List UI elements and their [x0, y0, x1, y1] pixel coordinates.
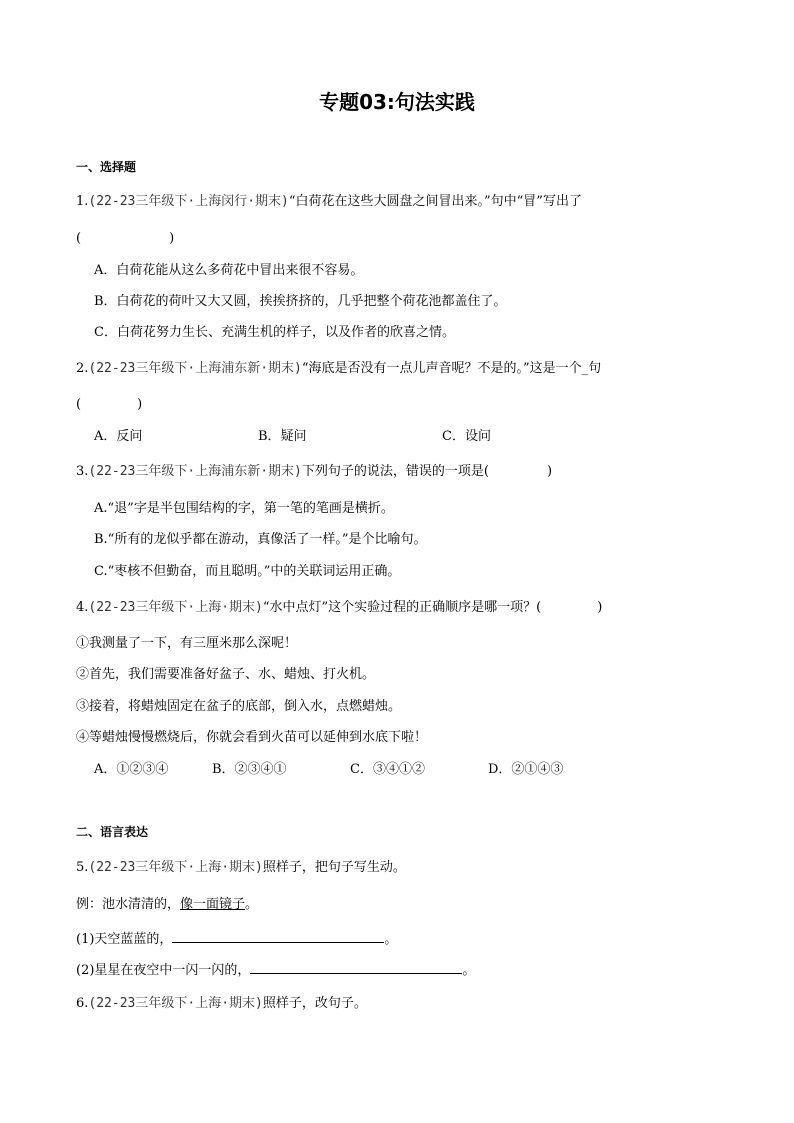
option-d: D．②①④③ — [488, 762, 564, 777]
sub-question-2: (2)星星在夜空中一闪一闪的， 。 — [76, 959, 475, 980]
question-source: (22-23三年级下·上海闵行·期末) — [88, 194, 289, 209]
answer-parentheses: ( ) — [76, 397, 143, 412]
step-1: ①我测量了一下，有三厘米那么深呢！ — [76, 636, 298, 651]
option-c: C.“枣核不但勤奋，而且聪明。”中的关联词运用正确。 — [94, 564, 401, 579]
step-2: ②首先，我们需要准备好盆子、水、蜡烛、打火机。 — [76, 667, 376, 682]
example-underlined: 像一面镜子 — [180, 897, 246, 912]
question-3: 3.(22-23三年级下·上海浦东新·期末)下列句子的说法，错误的一项是( ) — [76, 464, 553, 479]
question-number: 5. — [76, 860, 89, 875]
question-number: 6. — [76, 996, 89, 1011]
option-c: C．设问 — [442, 429, 491, 444]
question-source: (22-23三年级下·上海·期末) — [88, 600, 263, 615]
section-heading-choice: 一、选择题 — [76, 160, 137, 174]
answer-blank[interactable] — [250, 959, 462, 974]
option-a: A．①②③④ — [94, 762, 169, 777]
option-b: B.“所有的龙似乎都在游动，真像活了一样。”是个比喻句。 — [94, 532, 427, 547]
option-c: C．③④①② — [350, 762, 425, 777]
example-sentence: 例：池水清清的，像一面镜子。 — [76, 897, 259, 912]
question-source: (22-23三年级下·上海浦东新·期末) — [88, 464, 302, 479]
sub-question-1: (1)天空蓝蓝的， 。 — [76, 928, 397, 949]
option-a: A．反问 — [94, 429, 143, 444]
section-heading-expression: 二、语言表达 — [76, 825, 149, 839]
question-2 — [76, 360, 601, 378]
option-a: A．白荷花能从这么多荷花中冒出来很不容易。 — [94, 263, 364, 278]
question-number: 2. — [76, 361, 89, 376]
option-b: B．②③④① — [212, 762, 287, 777]
question-4: 4.(22-23三年级下·上海·期末)“水中点灯”这个实验过程的正确顺序是哪一项？( ) — [76, 600, 603, 615]
option-b: B．白荷花的荷叶又大又圆，挨挨挤挤的，几乎把整个荷花池都盖住了。 — [94, 294, 507, 309]
question-text: 照样子，改句子。 — [262, 996, 367, 1011]
question-source: (22-23三年级下·上海·期末) — [88, 996, 263, 1011]
question-text: “海底是否没有一点儿声音呢？不是的。”这是一个_句 — [301, 361, 602, 376]
question-text: “白荷花在这些大圆盘之间冒出来。”句中“冒”写出了 — [288, 194, 582, 209]
step-3: ③接着，将蜡烛固定在盆子的底部，倒入水，点燃蜡烛。 — [76, 699, 402, 714]
question-number: 1. — [76, 194, 89, 209]
option-c: C．白荷花努力生长、充满生机的样子，以及作者的欣喜之情。 — [94, 325, 455, 340]
question-source: (22-23三年级下·上海·期末) — [88, 860, 263, 875]
question-text: 照样子，把句子写生动。 — [262, 860, 406, 875]
option-b: B．疑问 — [258, 429, 307, 444]
question-source: (22-23三年级下·上海浦东新·期末) — [88, 361, 302, 376]
question-6 — [76, 995, 367, 1013]
question-text: “水中点灯”这个实验过程的正确顺序是哪一项？( — [262, 600, 542, 615]
answer-parentheses: ( ) — [76, 231, 175, 246]
option-a: A.“退”字是半包围结构的字，第一笔的笔画是横折。 — [94, 501, 394, 516]
page-title: 专题03:句法实践 — [319, 90, 475, 114]
answer-blank[interactable] — [172, 928, 384, 943]
question-number: 3. — [76, 464, 89, 479]
question-text: 下列句子的说法，错误的一项是( — [301, 464, 489, 479]
question-number: 4. — [76, 600, 89, 615]
question-1 — [76, 193, 582, 211]
step-4: ④等蜡烛慢慢燃烧后，你就会看到火苗可以延伸到水底下啦！ — [76, 730, 428, 745]
question-5 — [76, 859, 406, 877]
